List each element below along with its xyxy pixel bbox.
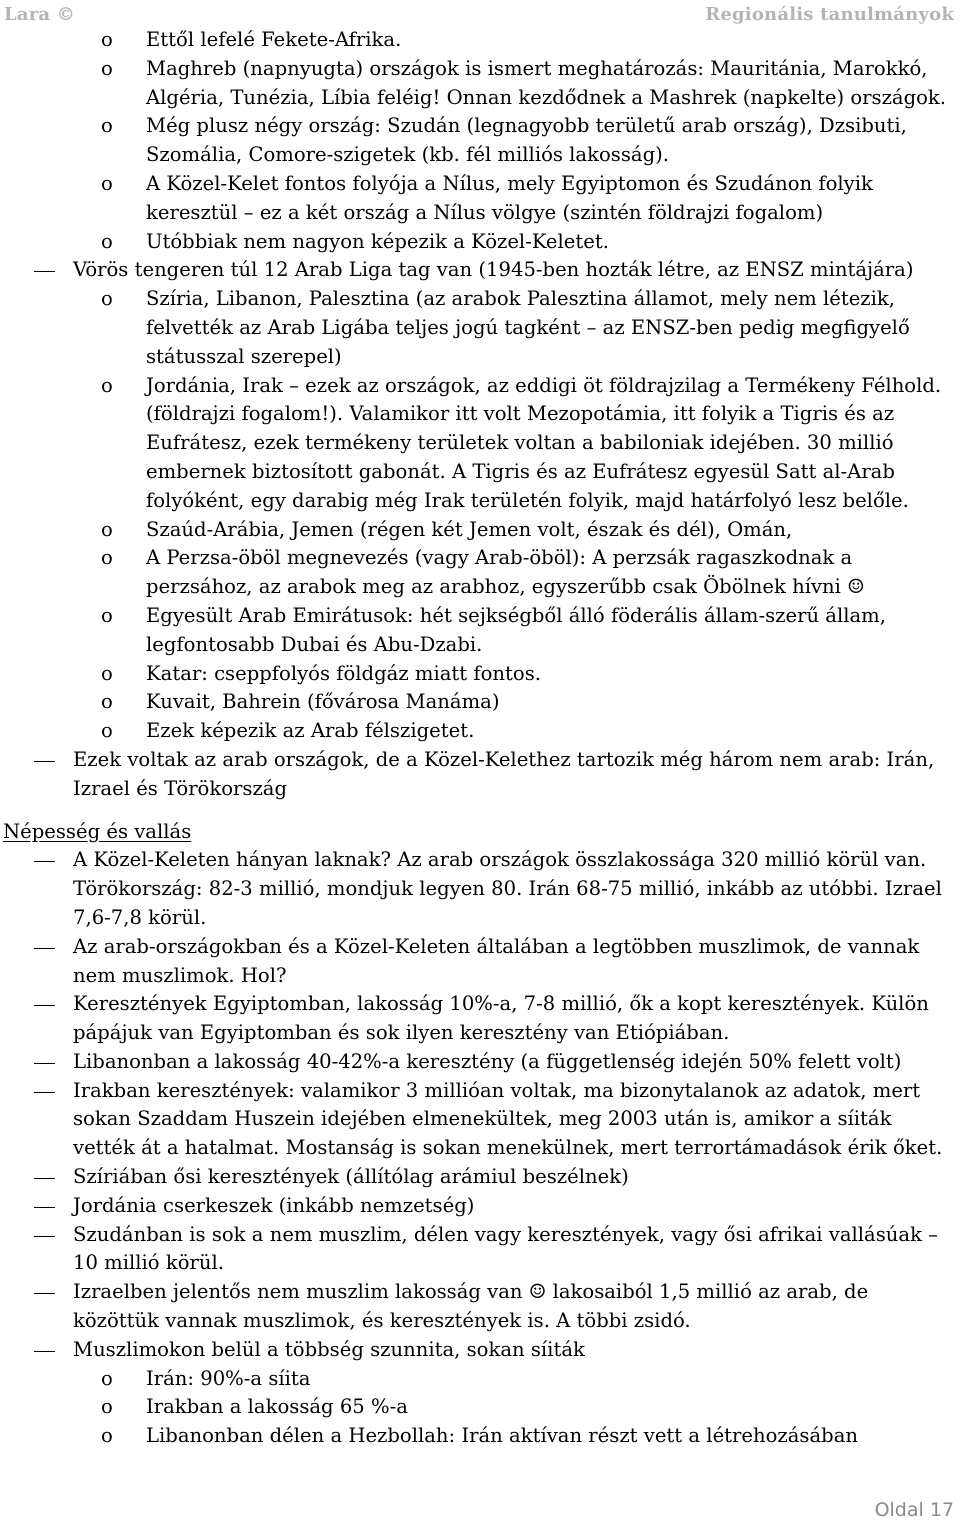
bullet-o-icon: o <box>101 56 113 80</box>
list-item <box>101 544 946 602</box>
bullet-o-icon: o <box>101 373 113 397</box>
dash-list-item <box>73 256 953 285</box>
dash-bullet-icon <box>34 1063 55 1064</box>
list-item <box>101 170 946 228</box>
bullet-o-icon: o <box>101 690 113 714</box>
list-item-text: A Közel-Kelet fontos folyója a Nílus, mely Egyiptomon és Szudánon folyik keresztül – ez a két ország a Nílus völgye (szintén földrajzi fogalom) <box>146 171 873 224</box>
dash-list-item <box>73 1077 953 1163</box>
bullet-o-icon: o <box>101 229 113 253</box>
list-item-text: Irakban keresztények: valamikor 3 millióan voltak, ma bizonytalanok az adatok, mert sokan Szaddam Huszein idejében elmenekültek, meg 2003 után is, amikor a síiták vették át a hatalmat. Mostanság is sokan menekülnek, mert terrortámadások érik őket. <box>73 1078 943 1160</box>
list-item-text: Maghreb (napnyugta) országok is ismert meghatározás: Mauritánia, Marokkó, Algéria, Tunézia, Líbia feléig! Onnan kezdődnek a Mashrek (napkelte) országok. <box>146 56 947 109</box>
list-item-text: Libanonban a lakosság 40-42%-a keresztény (a függetlenség idején 50% felett volt) <box>73 1049 902 1073</box>
bullet-o-icon: o <box>101 603 113 627</box>
dash-bullet-icon <box>34 1351 55 1352</box>
list-item-text: Ezek képezik az Arab félszigetet. <box>146 719 475 743</box>
dash-bullet-icon <box>34 1293 55 1294</box>
list-item <box>101 660 946 689</box>
dash-bullet-icon <box>34 761 55 762</box>
dash-bullet-icon <box>34 271 55 272</box>
list-item-text: Az arab-országokban és a Közel-Keleten általában a legtöbben muszlimok, de vannak nem muszlimok. Hol? <box>73 934 920 987</box>
document-body <box>0 26 960 1451</box>
list-item-text: Vörös tengeren túl 12 Arab Liga tag van (1945-ben hozták létre, az ENSZ mintájára) <box>73 258 914 282</box>
list-item <box>101 285 946 371</box>
list-item-text: Szaúd-Arábia, Jemen (régen két Jemen volt, észak és dél), Omán, <box>146 517 793 541</box>
list-item <box>101 372 946 516</box>
list-item <box>101 1393 946 1422</box>
dash-bullet-icon <box>34 861 55 862</box>
list-item-text: Katar: cseppfolyós földgáz miatt fontos. <box>146 661 542 685</box>
bullet-o-icon: o <box>101 114 113 138</box>
dash-list-item <box>73 1048 953 1077</box>
list-item <box>101 228 946 257</box>
bullet-o-icon: o <box>101 287 113 311</box>
list-item-text: Jordánia, Irak – ezek az országok, az eddigi öt földrajzilag a Termékeny Félhold. (földrajzi fogalom!). Valamikor itt volt Mezopotámia, itt folyik a Tigris és az Eufrátesz, ezek termékeny területek voltan a babiloniak idejében. 30 millió embernek biztosított gabonát. A Tigris és az Eufrátesz egyesül Satt al-Arab folyóként, egy darabig még Irak területén folyik, majd határfolyó lesz belőle. <box>146 373 942 512</box>
header-title: Regionális tanulmányok <box>705 4 954 25</box>
list-item <box>101 26 946 55</box>
dash-bullet-icon <box>34 1005 55 1006</box>
dash-bullet-icon <box>34 1092 55 1093</box>
list-item-text: Még plusz négy ország: Szudán (legnagyobb területű arab ország), Dzsibuti, Szomália, Comore-szigetek (kb. fél milliós lakosság). <box>146 114 907 167</box>
list-item <box>101 1365 946 1394</box>
bullet-o-icon: o <box>101 1366 113 1390</box>
list-item-text: Ettől lefelé Fekete-Afrika. <box>146 28 402 51</box>
dash-bullet-icon <box>34 1178 55 1179</box>
list-item-text: Izraelben jelentős nem muszlim lakosság van ☺ lakosaiból 1,5 millió az arab, de közöttük vannak muszlimok, és keresztények is. A többi zsidó. <box>73 1280 869 1333</box>
dash-list-item <box>73 990 953 1048</box>
dash-list-item <box>73 1163 953 1192</box>
list-item-text: Jordánia cserkeszek (inkább nemzetség) <box>73 1193 475 1217</box>
bullet-o-icon: o <box>101 1395 113 1419</box>
dash-list-item <box>73 1192 953 1221</box>
bullet-o-icon: o <box>101 1424 113 1448</box>
dash-list-item <box>73 846 953 932</box>
list-item-text: Szudánban is sok a nem muszlim, délen vagy keresztények, vagy ősi afrikai vallásúak – 10 millió körül. <box>73 1222 938 1275</box>
dash-list-item <box>73 933 953 991</box>
bullet-o-icon: o <box>101 546 113 570</box>
list-item-text: Ezek voltak az arab országok, de a Közel-Kelethez tartozik még három nem arab: Irán, Izrael és Törökország <box>73 747 935 800</box>
list-item <box>101 112 946 170</box>
bullet-o-icon: o <box>101 661 113 685</box>
list-item-text: Kuvait, Bahrein (fővárosa Manáma) <box>146 690 500 714</box>
dash-list-item <box>73 746 953 804</box>
list-item <box>101 717 946 746</box>
dash-list-item <box>73 1336 953 1365</box>
dash-bullet-icon <box>34 1207 55 1208</box>
dash-list-item <box>73 1221 953 1279</box>
list-item-text: Keresztények Egyiptomban, lakosság 10%-a, 7-8 millió, ők a kopt keresztények. Külön pápájuk van Egyiptomban és sok ilyen keresztény van Etiópiában. <box>73 992 929 1045</box>
list-item <box>101 688 946 717</box>
bullet-o-icon: o <box>101 171 113 195</box>
list-item-text: Szíria, Libanon, Palesztina (az arabok Palesztina államot, mely nem létezik, felvették az Arab Ligába teljes jogú tagként – az ENSZ-ben pedig megfigyelő státusszal szerepel) <box>146 287 910 368</box>
list-item-text: Utóbbiak nem nagyon képezik a Közel-Keletet. <box>146 229 609 253</box>
dash-bullet-icon <box>34 948 55 949</box>
list-item <box>101 602 946 660</box>
list-item-text: Szíriában ősi keresztények (állítólag arámiul beszélnek) <box>73 1165 629 1189</box>
list-item-text: A Perzsa-öböl megnevezés (vagy Arab-öböl): A perzsák ragaszkodnak a perzsához, az arabok meg az arabhoz, egyszerűbb csak Öbölnek hívni ☺ <box>146 546 865 599</box>
list-item-text: A Közel-Keleten hányan laknak? Az arab országok összlakossága 320 millió körül van. Törökország: 82-3 millió, mondjuk legyen 80. Irán 68-75 millió, inkább az utóbbi. Izrael 7,6-7,8 körül. <box>73 848 942 929</box>
list-item-text: Egyesült Arab Emirátusok: hét sejkségből álló föderális állam-szerű állam, legfontosabb Dubai és Abu-Dzabi. <box>146 603 886 656</box>
dash-bullet-icon <box>34 1236 55 1237</box>
list-item-text: Libanonban délen a Hezbollah: Irán aktívan részt vett a létrehozásában <box>146 1424 858 1448</box>
list-item <box>101 516 946 545</box>
bullet-o-icon: o <box>101 517 113 541</box>
list-item-text: Irakban a lakosság 65 %-a <box>146 1395 408 1419</box>
list-item-text: Irán: 90%-a síita <box>146 1366 311 1390</box>
bullet-o-icon: o <box>101 28 113 51</box>
bullet-o-icon: o <box>101 719 113 743</box>
list-item <box>101 1422 946 1451</box>
header-author: Lara © <box>4 4 75 25</box>
list-item-text: Muszlimokon belül a többség szunnita, sokan síiták <box>73 1337 585 1361</box>
page-number: Oldal 17 <box>874 1499 954 1521</box>
dash-list-item <box>73 1278 953 1336</box>
section-heading: Népesség és vallás <box>3 819 192 843</box>
list-item <box>101 55 947 113</box>
